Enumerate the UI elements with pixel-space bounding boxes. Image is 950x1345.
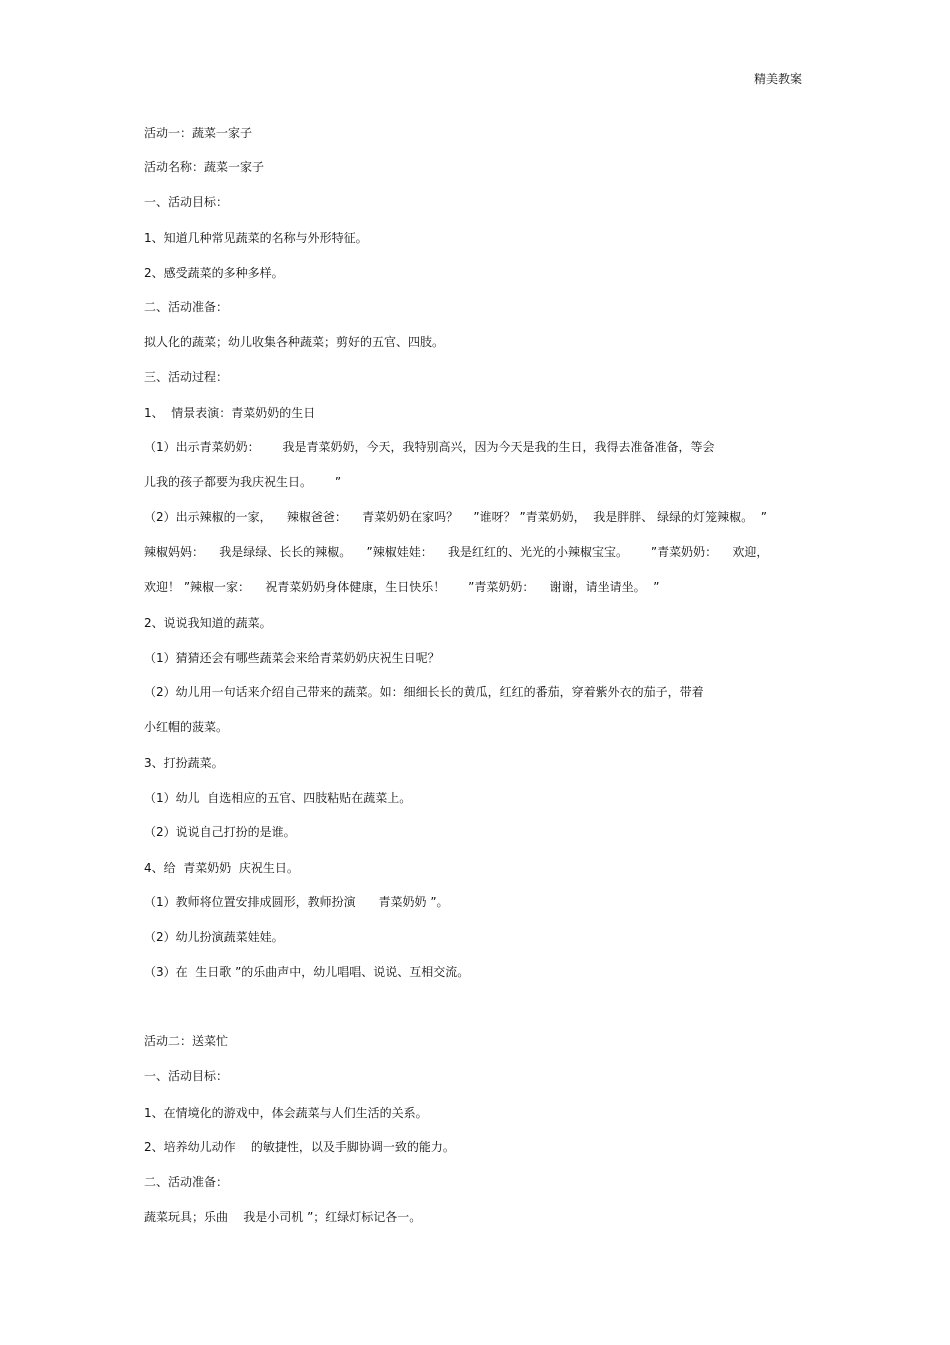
section-heading-goals: 一、活动目标：	[144, 1069, 229, 1083]
paragraph-line: （2）出示辣椒的一家， 辣椒爸爸： 青菜奶奶在家吗？ ”谁呀？ ”青菜奶奶， 我是胖胖、 绿绿的灯笼辣椒。 ”	[144, 510, 767, 524]
process-step: 4、给 青菜奶奶 庆祝生日。	[144, 861, 299, 875]
goal-item: 2、培养幼儿动作 的敏捷性，以及手脚协调一致的能力。	[144, 1140, 455, 1154]
paragraph-line: （3）在 生日歌 ”的乐曲声中，幼儿唱唱、说说、互相交流。	[144, 965, 470, 979]
activity-1-title: 活动一：蔬菜一家子	[144, 126, 253, 140]
preparation-text: 蔬菜玩具；乐曲 我是小司机 ”；红绿灯标记各一。	[144, 1210, 422, 1224]
paragraph-line: 儿我的孩子都要为我庆祝生日。 ”	[144, 475, 342, 489]
goal-item: 1、在情境化的游戏中，体会蔬菜与人们生活的关系。	[144, 1106, 428, 1120]
paragraph-line: （1）教师将位置安排成圆形，教师扮演 青菜奶奶 ”。	[144, 895, 449, 909]
paragraph-line: （2）幼儿扮演蔬菜娃娃。	[144, 930, 284, 944]
preparation-text: 拟人化的蔬菜；幼儿收集各种蔬菜；剪好的五官、四肢。	[144, 335, 445, 349]
paragraph-line: （1）幼儿 自选相应的五官、四肢粘贴在蔬菜上。	[144, 791, 412, 805]
section-heading-goals: 一、活动目标：	[144, 195, 229, 209]
process-step: 1、 情景表演：青菜奶奶的生日	[144, 406, 316, 420]
goal-item: 2、感受蔬菜的多种多样。	[144, 266, 284, 280]
paragraph-line: （2）幼儿用一句话来介绍自己带来的蔬菜。如：细细长长的黄瓜，红红的番茄，穿着紫外衣的茄子，带着	[144, 685, 704, 699]
process-step: 3、打扮蔬菜。	[144, 756, 224, 770]
activity-1-name: 活动名称：蔬菜一家子	[144, 160, 265, 174]
section-heading-preparation: 二、活动准备：	[144, 300, 229, 314]
section-heading-process: 三、活动过程：	[144, 370, 229, 384]
goal-item: 1、知道几种常见蔬菜的名称与外形特征。	[144, 231, 368, 245]
paragraph-line: （1）出示青菜奶奶： 我是青菜奶奶，今天，我特别高兴，因为今天是我的生日，我得去准备准备，等会	[144, 440, 715, 454]
page-header-title: 精美教案	[753, 72, 802, 86]
paragraph-line: （1）猜猜还会有哪些蔬菜会来给青菜奶奶庆祝生日呢？	[144, 651, 440, 665]
section-heading-preparation: 二、活动准备：	[144, 1175, 229, 1189]
process-step: 2、说说我知道的蔬菜。	[144, 616, 272, 630]
activity-2-title: 活动二：送菜忙	[144, 1034, 229, 1048]
paragraph-line: （2）说说自己打扮的是谁。	[144, 825, 296, 839]
paragraph-line: 辣椒妈妈： 我是绿绿、长长的辣椒。 ”辣椒娃娃： 我是红红的、光光的小辣椒宝宝。 ”青菜奶奶： 欢迎，	[144, 545, 769, 559]
paragraph-line: 欢迎！ ”辣椒一家： 祝青菜奶奶身体健康，生日快乐！ ”青菜奶奶： 谢谢，请坐请坐。 ”	[144, 580, 660, 594]
paragraph-line: 小红帽的菠菜。	[144, 720, 229, 734]
